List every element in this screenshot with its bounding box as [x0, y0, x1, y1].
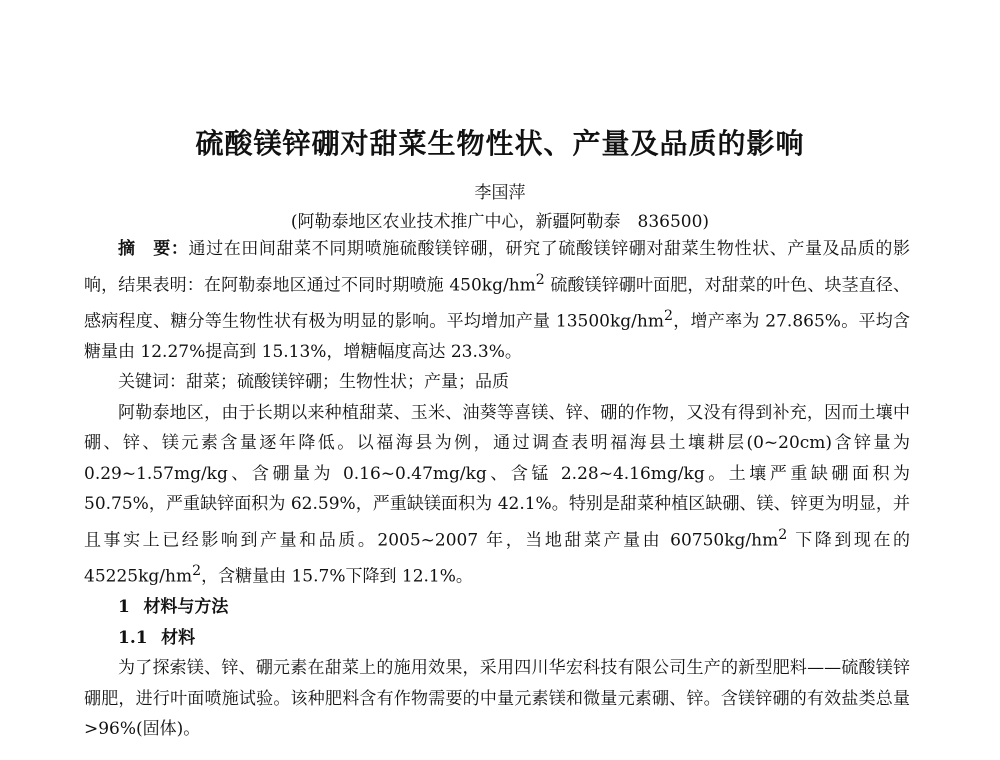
section-title: 材料与方法 — [143, 597, 229, 618]
intro-text-1: 阿勒泰地区，由于长期以来种植甜菜、玉米、油葵等喜镁、锌、硼的作物，又没有得到补充，因而土壤中硼、锌、镁元素含量逐年降低。以福海县为例，通过调查表明福海县土壤耕层(0~20cm)含锌量为 0.29~1.57mg/kg、含硼量为 0.16~0.47mg/kg、含锰 2.28~4.16mg/kg。土壤严重缺硼面积为 50.75%，严重缺锌面积为 62.59%，严重缺镁面积为 42.1%。特别是甜菜种植区缺硼、镁、锌更为明显，并且事实上已经影响到产量和品质。2005~2007 年，当地甜菜产量由 60750kg/hm — [84, 402, 910, 551]
section-number: 1 — [118, 597, 130, 618]
materials-paragraph: 为了探索镁、锌、硼元素在甜菜上的施用效果，采用四川华宏科技有限公司生产的新型肥料——硫酸镁锌硼肥，进行叶面喷施试验。该种肥料含有作物需要的中量元素镁和微量元素硼、锌。含镁锌硼的有效盐类总量>96%(固体)。 — [84, 658, 910, 740]
abstract-text-3: ，增产率为 27.865%。平均含糖量由 12.27%提高到 15.13%，增糖幅度高达 23.3%。 — [84, 311, 910, 362]
abstract-paragraph — [84, 234, 910, 367]
intro-paragraph — [84, 398, 910, 592]
section-heading-1-1 — [84, 623, 910, 654]
subsection-title: 材料 — [161, 627, 196, 648]
superscript-2: 2 — [663, 307, 673, 324]
paper-title: 硫酸镁锌硼对甜菜生物性状、产量及品质的影响 — [195, 127, 805, 160]
abstract-label: 摘 要： — [118, 239, 189, 259]
subsection-number: 1.1 — [118, 627, 148, 648]
keywords-label: 关键词： — [118, 372, 186, 393]
paper-body — [84, 234, 910, 745]
abstract-text-1: 通过在田间甜菜不同期喷施硫酸镁锌硼，研究了硫酸镁锌硼对甜菜生物性状、产量及品质的影响，结果表明：在阿勒泰地区通过不同时期喷施 450kg/hm — [84, 239, 911, 296]
section-heading-1 — [84, 592, 910, 623]
superscript-2: 2 — [778, 526, 788, 543]
superscript-2: 2 — [535, 271, 545, 288]
author-affiliation: (阿勒泰地区农业技术推广中心，新疆阿勒泰 836500) — [290, 212, 710, 232]
keywords-paragraph — [84, 367, 910, 398]
keywords-text: 甜菜；硫酸镁锌硼；生物性状；产量；品质 — [186, 372, 509, 393]
superscript-2: 2 — [192, 562, 202, 579]
intro-text-2: 下降到现在的 45225kg/hm — [84, 530, 911, 587]
author-name: 李国萍 — [474, 183, 526, 203]
intro-text-3: ，含糖量由 15.7%下降到 12.1%。 — [201, 566, 473, 587]
abstract-text-2: 硫酸镁锌硼叶面肥，对甜菜的叶色、块茎直径、感病程度、糖分等生物性状有极为明显的影响。平均增加产量 13500kg/hm — [84, 275, 910, 332]
